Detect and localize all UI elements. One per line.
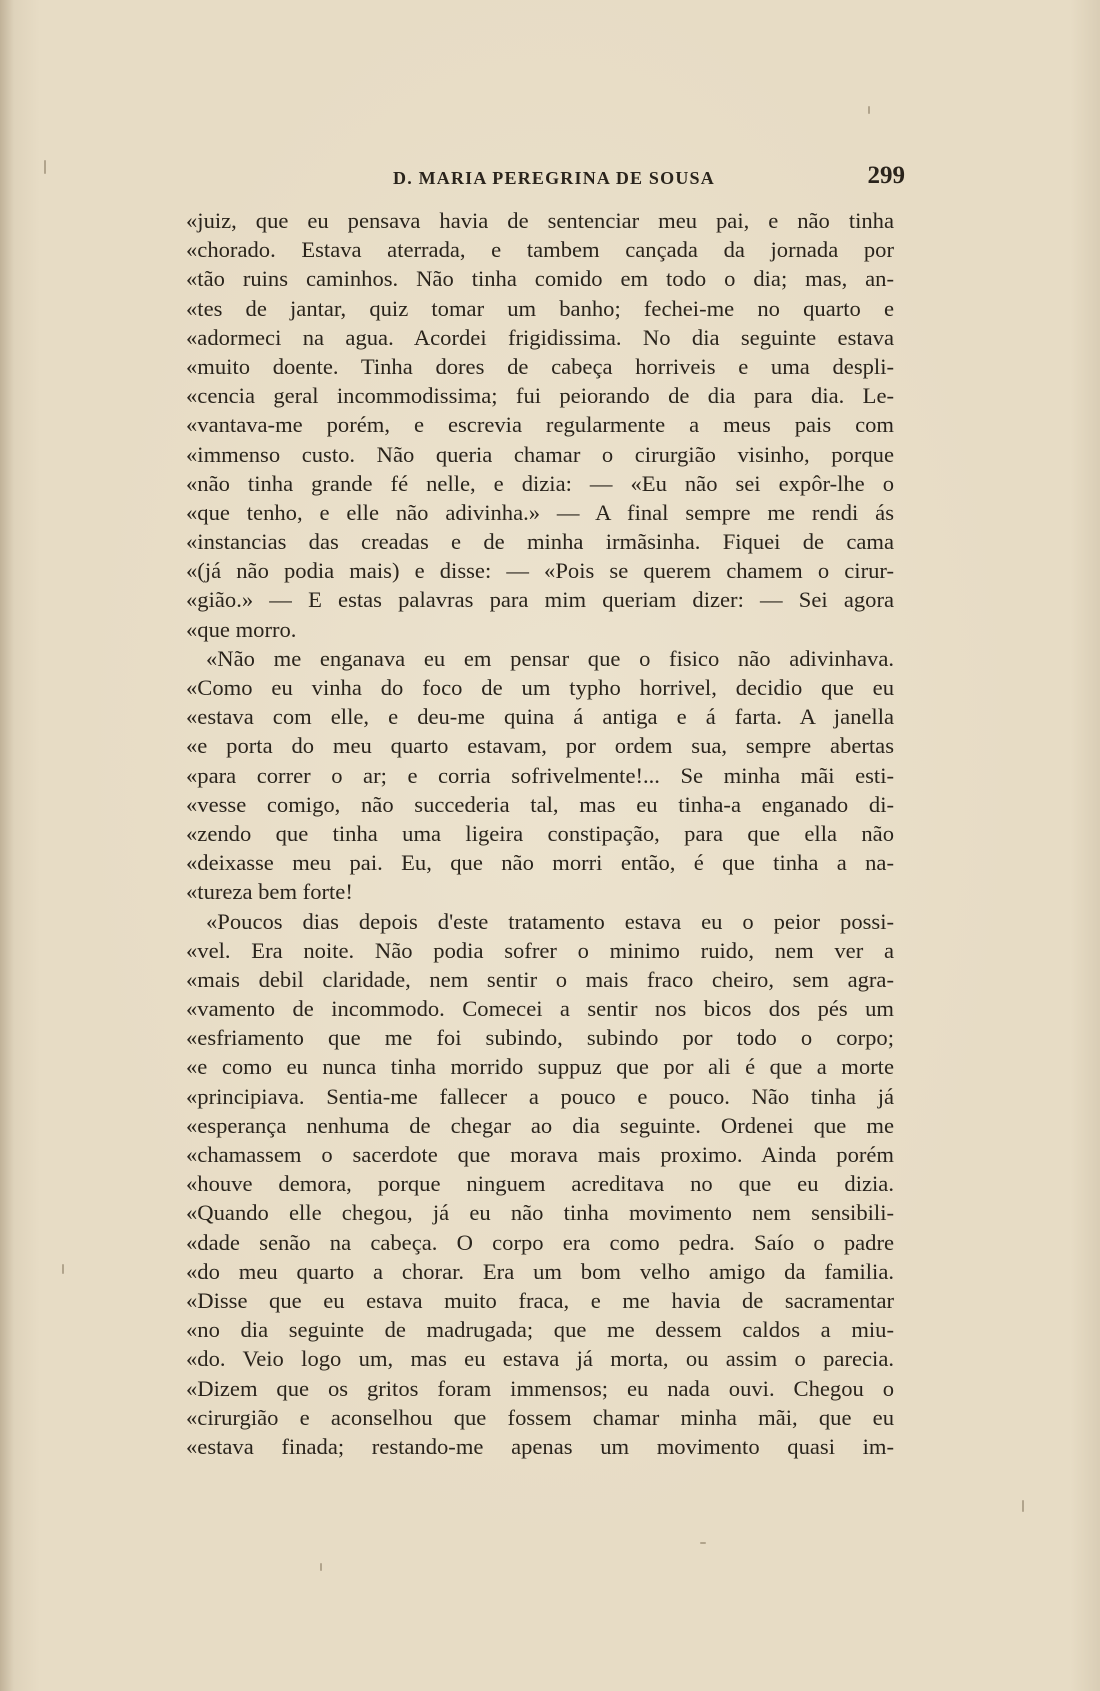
text-line: «vesse comigo, não succederia tal, mas eu tinha-a enganado di- bbox=[186, 791, 894, 817]
text-line: «no dia seguinte de madrugada; que me dessem caldos a miu- bbox=[186, 1317, 894, 1343]
text-line: «esperança nenhuma de chegar ao dia seguinte. Ordenei que me bbox=[186, 1112, 894, 1138]
paper-speck bbox=[700, 1542, 706, 1544]
text-line: «para correr o ar; e corria sofrivelmente!... Se minha mãi esti- bbox=[186, 762, 894, 788]
text-line: «que tenho, e elle não adivinha.» — A final sempre me rendi ás bbox=[186, 499, 894, 525]
paper-speck bbox=[44, 160, 46, 174]
text-line: «principiava. Sentia-me fallecer a pouco e pouco. Não tinha já bbox=[186, 1083, 894, 1109]
text-line: «deixasse meu pai. Eu, que não morri então, é que tinha a na- bbox=[186, 850, 894, 876]
text-line: «(já não podia mais) e disse: — «Pois se querem chamem o cirur- bbox=[186, 558, 894, 584]
text-line: «do. Veio logo um, mas eu estava já morta, ou assim o parecia. bbox=[186, 1346, 894, 1372]
text-line: «houve demora, porque ninguem acreditava no que eu dizia. bbox=[186, 1171, 894, 1197]
text-line: «Poucos dias depois d'este tratamento estava eu o peior possi- bbox=[206, 908, 894, 934]
text-line: «Não me enganava eu em pensar que o fisico não adivinhava. bbox=[206, 645, 894, 671]
text-line: «tureza bem forte! bbox=[186, 879, 353, 905]
text-line: «chorado. Estava aterrada, e tambem cançada da jornada por bbox=[186, 237, 894, 263]
text-line: «cirurgião e aconselhou que fossem chamar minha mãi, que eu bbox=[186, 1404, 894, 1430]
text-line: «esfriamento que me foi subindo, subindo por todo o corpo; bbox=[186, 1025, 894, 1051]
text-line: «chamassem o sacerdote que morava mais proximo. Ainda porém bbox=[186, 1142, 894, 1167]
text-line: «Como eu vinha do foco de um typho horrivel, decidio que eu bbox=[186, 675, 894, 700]
text-line: «juiz, que eu pensava havia de sentenciar meu pai, e não tinha bbox=[186, 208, 894, 233]
text-line: «estava com elle, e deu-me quina á antiga e á farta. A janella bbox=[186, 704, 894, 730]
text-line: «vantava-me porém, e escrevia regularmente a meus pais com bbox=[186, 412, 894, 438]
text-line: «vel. Era noite. Não podia sofrer o minimo ruido, nem ver a bbox=[186, 937, 894, 963]
text-line: «dade senão na cabeça. O corpo era como pedra. Saío o padre bbox=[186, 1229, 894, 1255]
text-line: «do meu quarto a chorar. Era um bom velho amigo da familia. bbox=[186, 1258, 894, 1284]
running-head: D. MARIA PEREGRINA DE SOUSA bbox=[393, 168, 715, 188]
text-line: «instancias das creadas e de minha irmãsinha. Fiquei de cama bbox=[186, 529, 894, 555]
text-line: «que morro. bbox=[186, 616, 297, 642]
text-line: «Disse que eu estava muito fraca, e me havia de sacramentar bbox=[186, 1287, 894, 1313]
text-line: «tes de jantar, quiz tomar um banho; fechei-me no quarto e bbox=[186, 295, 894, 321]
text-line: «não tinha grande fé nelle, e dizia: — «Eu não sei expôr-lhe o bbox=[186, 470, 894, 496]
text-line: «zendo que tinha uma ligeira constipação, para que ella não bbox=[186, 820, 894, 846]
paper-speck bbox=[62, 1264, 64, 1274]
text-line: «gião.» — E estas palavras para mim queriam dizer: — Sei agora bbox=[186, 587, 894, 613]
text-line: «muito doente. Tinha dores de cabeça horriveis e uma despli- bbox=[186, 353, 894, 379]
text-line: «Dizem que os gritos foram immensos; eu nada ouvi. Chegou o bbox=[186, 1375, 894, 1401]
text-line: «mais debil claridade, nem sentir o mais fraco cheiro, sem agra- bbox=[186, 966, 894, 992]
body-text bbox=[186, 206, 894, 1461]
text-line: «e porta do meu quarto estavam, por ordem sua, sempre abertas bbox=[186, 733, 894, 759]
paper-speck bbox=[1022, 1500, 1024, 1512]
text-line: «e como eu nunca tinha morrido suppuz que por ali é que a morte bbox=[186, 1054, 894, 1080]
text-line: «Quando elle chegou, já eu não tinha movimento nem sensibili- bbox=[186, 1200, 894, 1226]
page-header bbox=[185, 160, 905, 196]
text-line: «cencia geral incommodissima; fui peiorando de dia para dia. Le- bbox=[186, 383, 894, 409]
text-line: «estava finada; restando-me apenas um movimento quasi im- bbox=[186, 1433, 894, 1459]
text-line: «adormeci na agua. Acordei frigidissima. No dia seguinte estava bbox=[186, 324, 894, 350]
text-line: «immenso custo. Não queria chamar o cirurgião visinho, porque bbox=[186, 441, 894, 467]
text-line: «vamento de incommodo. Comecei a sentir nos bicos dos pés um bbox=[186, 996, 894, 1022]
paper-speck bbox=[320, 1563, 322, 1571]
page-number: 299 bbox=[867, 162, 905, 189]
text-line: «tão ruins caminhos. Não tinha comido em todo o dia; mas, an- bbox=[186, 266, 894, 292]
paper-speck bbox=[868, 106, 870, 114]
